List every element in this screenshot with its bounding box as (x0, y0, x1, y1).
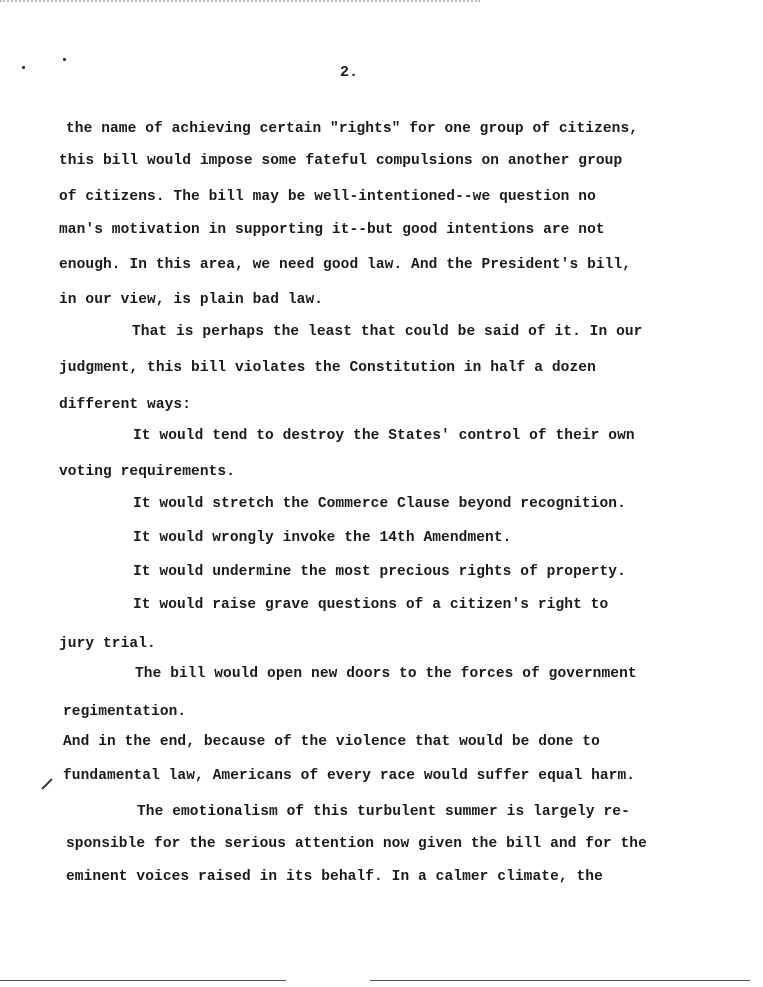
text-line: eminent voices raised in its behalf. In a calmer climate, the (66, 869, 603, 885)
text-line: man's motivation in supporting it--but good intentions are not (59, 222, 605, 238)
list-item-first-line: It would stretch the Commerce Clause beyond recognition. (133, 496, 626, 512)
text-line: of citizens. The bill may be well-intentioned--we question no (59, 189, 596, 205)
bottom-rule-right (370, 980, 750, 981)
list-item-first-line: It would raise grave questions of a citizen's right to (133, 597, 609, 613)
scan-speck (22, 66, 25, 69)
text-line: enough. In this area, we need good law. And the President's bill, (59, 257, 632, 273)
text-line: regimentation. (63, 704, 187, 720)
bottom-rule-left (0, 980, 286, 981)
scan-speck (63, 58, 66, 61)
margin-pen-mark (41, 778, 52, 789)
text-line: different ways: (59, 397, 192, 413)
text-line: voting requirements. (59, 464, 236, 480)
text-line: sponsible for the serious attention now given the bill and for the (66, 836, 647, 852)
paragraph-first-line: That is perhaps the least that could be said of it. In our (132, 324, 643, 340)
text-line: the name of achieving certain "rights" for one group of citizens, (66, 121, 639, 137)
list-item-first-line: It would wrongly invoke the 14th Amendment. (133, 530, 512, 546)
text-line: this bill would impose some fateful compulsions on another group (59, 153, 623, 169)
list-item-first-line: The bill would open new doors to the forces of government (135, 666, 637, 682)
text-line: And in the end, because of the violence that would be done to (63, 734, 600, 750)
text-line: in our view, is plain bad law. (59, 292, 324, 308)
top-edge-dots (0, 0, 480, 6)
paragraph-first-line: The emotionalism of this turbulent summer is largely re- (137, 804, 630, 820)
text-line: jury trial. (59, 636, 156, 652)
text-line: judgment, this bill violates the Constitution in half a dozen (59, 360, 596, 376)
page-number: 2. (340, 64, 359, 81)
text-line: fundamental law, Americans of every race would suffer equal harm. (63, 768, 636, 784)
list-item-first-line: It would undermine the most precious rights of property. (133, 564, 626, 580)
list-item-first-line: It would tend to destroy the States' control of their own (133, 428, 635, 444)
